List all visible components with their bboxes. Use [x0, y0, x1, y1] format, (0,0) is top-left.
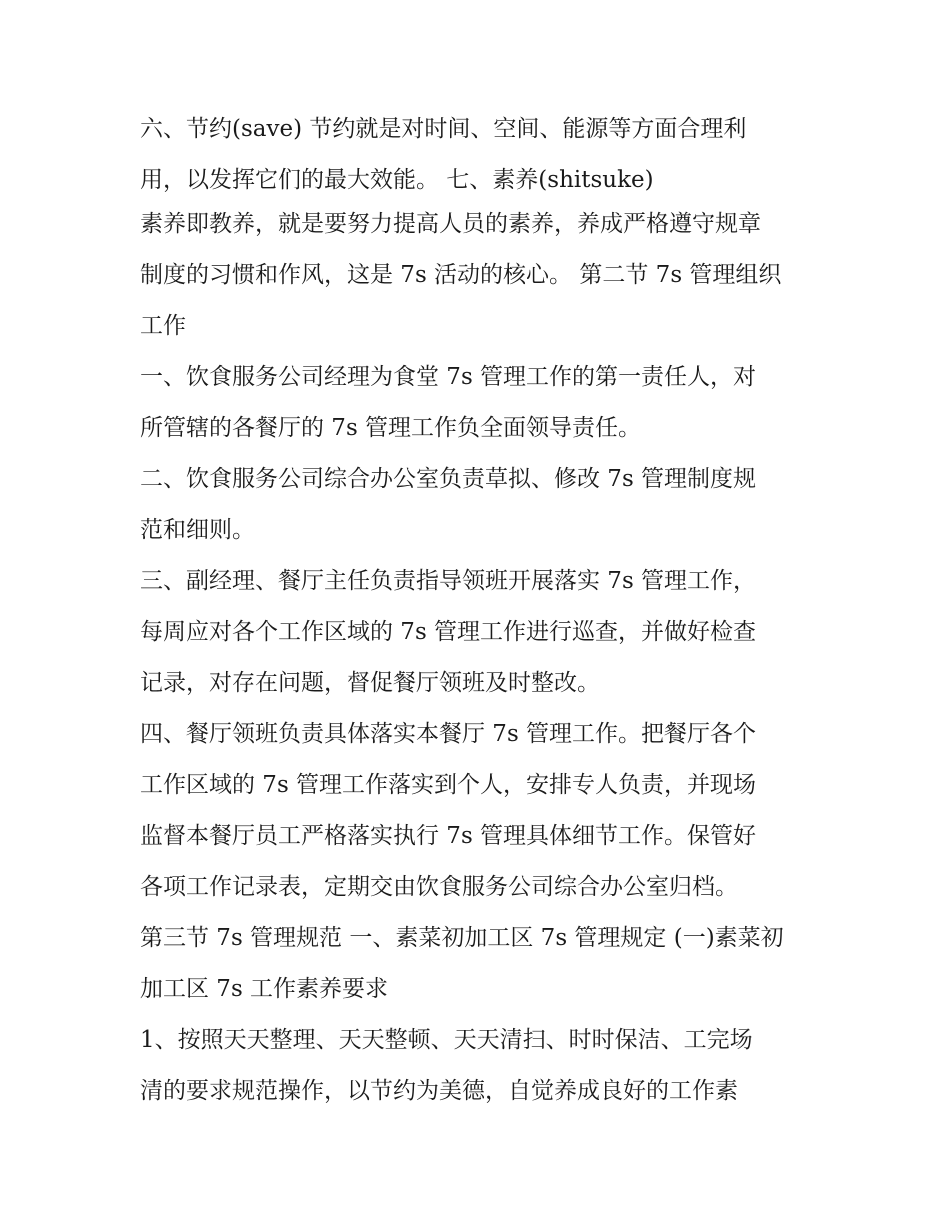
text-line: 工作 [140, 313, 186, 339]
text-line: 加工区 7s 工作素养要求 [140, 976, 389, 1002]
text-line: 1、按照天天整理、天天整顿、天天清扫、时时保洁、工完场 [140, 1027, 753, 1053]
text-line: 每周应对各个工作区域的 7s 管理工作进行巡查，并做好检查 [140, 619, 757, 645]
text-line: 所管辖的各餐厅的 7s 管理工作负全面领导责任。 [140, 415, 642, 441]
text-line: 工作区域的 7s 管理工作落实到个人，安排专人负责，并现场 [140, 772, 757, 798]
text-line: 用，以发挥它们的最大效能。 七、素养(shitsuke) [140, 167, 654, 193]
text-line: 六、节约(save) 节约就是对时间、空间、能源等方面合理利 [140, 116, 747, 142]
text-line: 清的要求规范操作，以节约为美德，自觉养成良好的工作素 [140, 1078, 738, 1104]
document-body [140, 104, 830, 1117]
text-line: 制度的习惯和作风，这是 7s 活动的核心。 第二节 7s 管理组织 [140, 262, 782, 288]
text-line: 各项工作记录表，定期交由饮食服务公司综合办公室归档。 [140, 874, 738, 900]
text-line: 二、饮食服务公司综合办公室负责草拟、修改 7s 管理制度规 [140, 466, 757, 492]
text-line: 范和细则。 [140, 517, 255, 543]
text-line: 一、饮食服务公司经理为食堂 7s 管理工作的第一责任人，对 [140, 364, 757, 390]
text-line: 四、餐厅领班负责具体落实本餐厅 7s 管理工作。把餐厅各个 [140, 721, 757, 747]
text-line: 素养即教养，就是要努力提高人员的素养，养成严格遵守规章 [140, 211, 761, 237]
text-line: 监督本餐厅员工严格落实执行 7s 管理具体细节工作。保管好 [140, 823, 757, 849]
text-line: 第三节 7s 管理规范 一、素菜初加工区 7s 管理规定 (一)素菜初 [140, 925, 784, 951]
text-line: 记录，对存在问题，督促餐厅领班及时整改。 [140, 670, 600, 696]
text-line: 三、副经理、餐厅主任负责指导领班开展落实 7s 管理工作， [140, 568, 757, 594]
